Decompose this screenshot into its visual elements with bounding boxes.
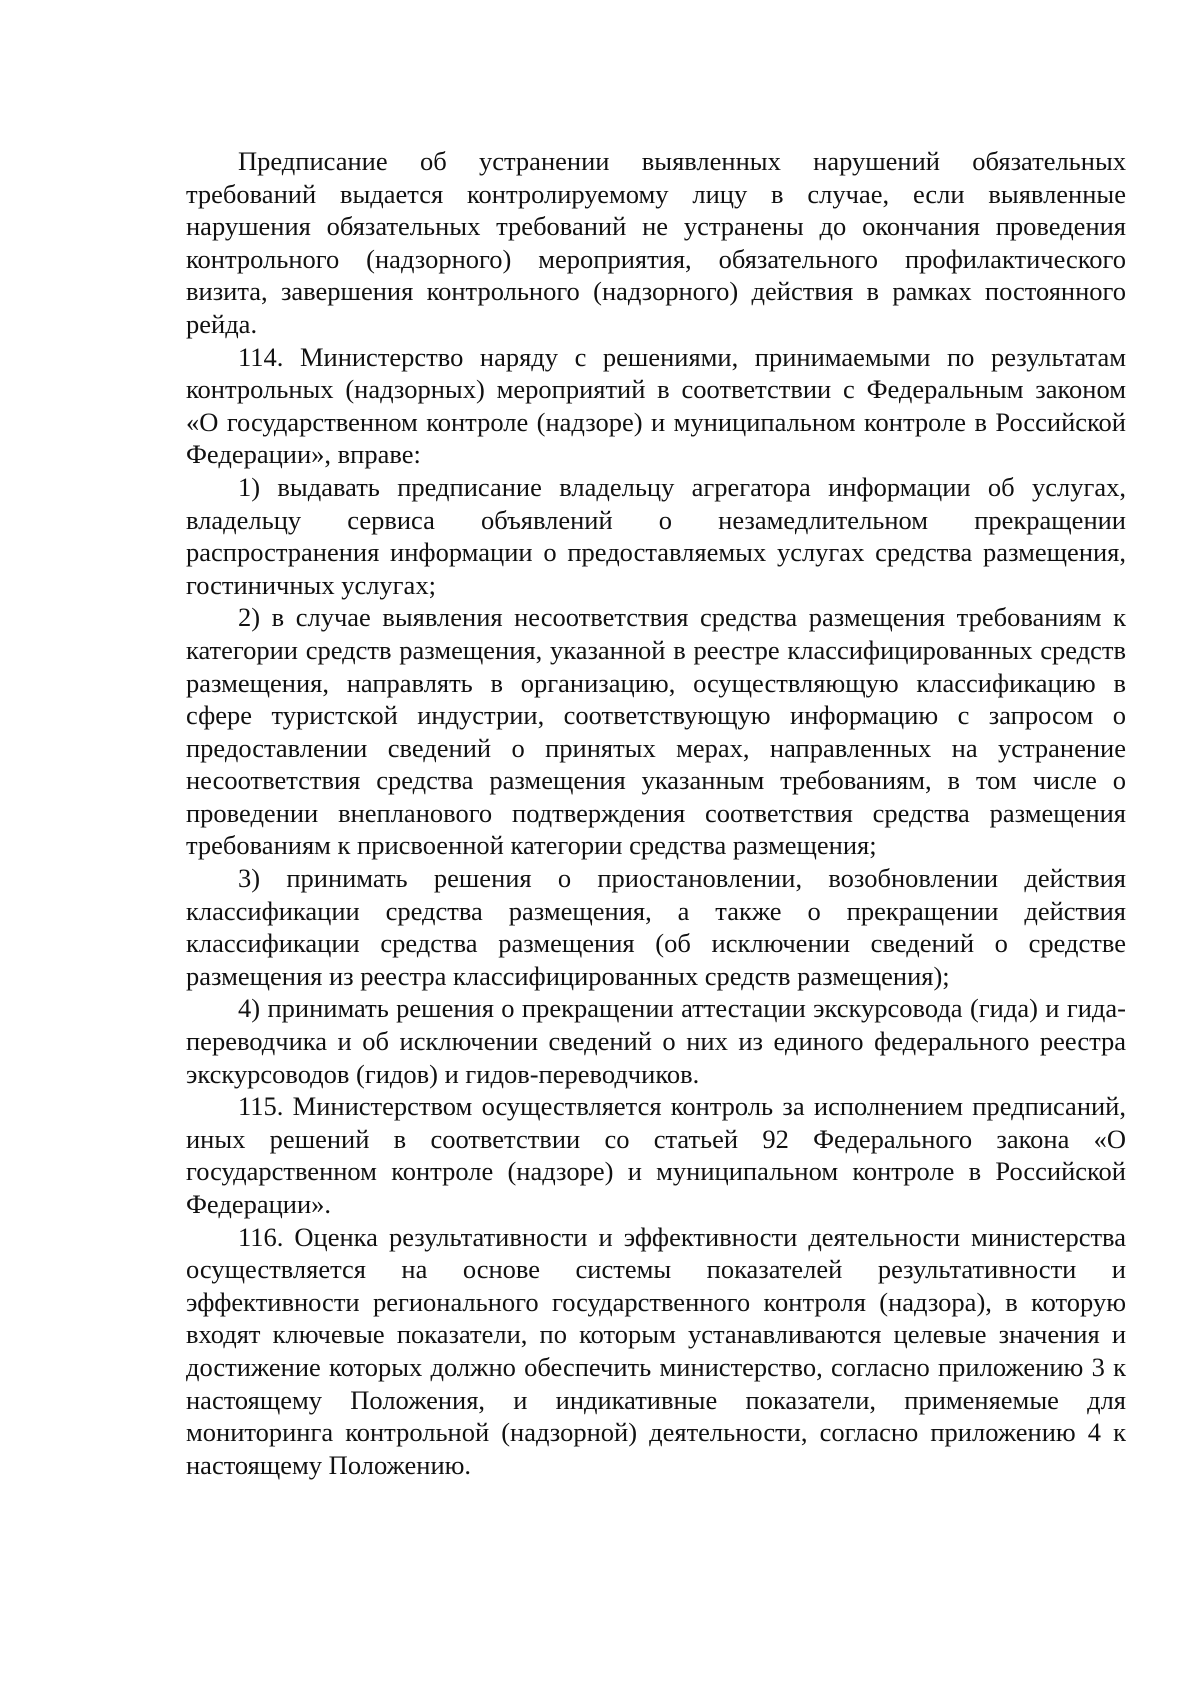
paragraph-114-item-2: 2) в случае выявления несоответствия средства размещения требованиям к категории средств размещения, указанной в реестре классифицированных средств размещения, направлять в организацию, осуществляющую классификацию в сфере туристской индустрии, соответствующую информацию с запросом о предоставлении сведений о принятых мерах, направленных на устранение несоответствия средства размещения указанным требованиям, в том числе о проведении внепланового подтверждения соответствия средства размещения требованиям к присвоенной категории средства размещения; [186,602,1126,861]
paragraph-115: 115. Министерством осуществляется контроль за исполнением предписаний, иных решений в соответствии со статьей 92 Федерального закона «О государственном контроле (надзоре) и муниципальном контроле в Российской Федерации». [186,1091,1126,1219]
document-body [186,145,1126,1481]
paragraph-114-item-4: 4) принимать решения о прекращении аттестации экскурсовода (гида) и гида-переводчика и об исключении сведений о них из единого федерального реестра экскурсоводов (гидов) и гидов-переводчиков. [186,993,1126,1089]
paragraph-114: 114. Министерство наряду с решениями, принимаемыми по результатам контрольных (надзорных) мероприятий в соответствии с Федеральным законом «О государственном контроле (надзоре) и муниципальном контроле в Российской Федерации», вправе: [186,341,1126,470]
paragraph-114-item-1: 1) выдавать предписание владельцу агрегатора информации об услугах, владельцу сервиса объявлений о незамедлительном прекращении распространения информации о предоставляемых услугах средства размещения, гостиничных услугах; [186,471,1126,600]
paragraph-116: 116. Оценка результативности и эффективности деятельности министерства осуществляется на основе системы показателей результативности и эффективности регионального государственного контроля (надзора), в которую входят ключевые показатели, по которым устанавливаются целевые значения и достижение которых должно обеспечить министерство, согласно приложению 3 к настоящему Положения, и индикативные показатели, применяемые для мониторинга контрольной (надзорной) деятельности, согласно приложению 4 к настоящему Положению. [186,1221,1126,1480]
paragraph-prescription-issuance: Предписание об устранении выявленных нарушений обязательных требований выдается контролируемому лицу в случае, если выявленные нарушения обязательных требований не устранены до окончания проведения контрольного (надзорного) мероприятия, обязательного профилактического визита, завершения контрольного (надзорного) действия в рамках постоянного рейда. [186,146,1126,339]
paragraph-114-item-3: 3) принимать решения о приостановлении, возобновлении действия классификации средства размещения, а также о прекращении действия классификации средства размещения (об исключении сведений о средстве размещения из реестра классифицированных средств размещения); [186,863,1126,991]
